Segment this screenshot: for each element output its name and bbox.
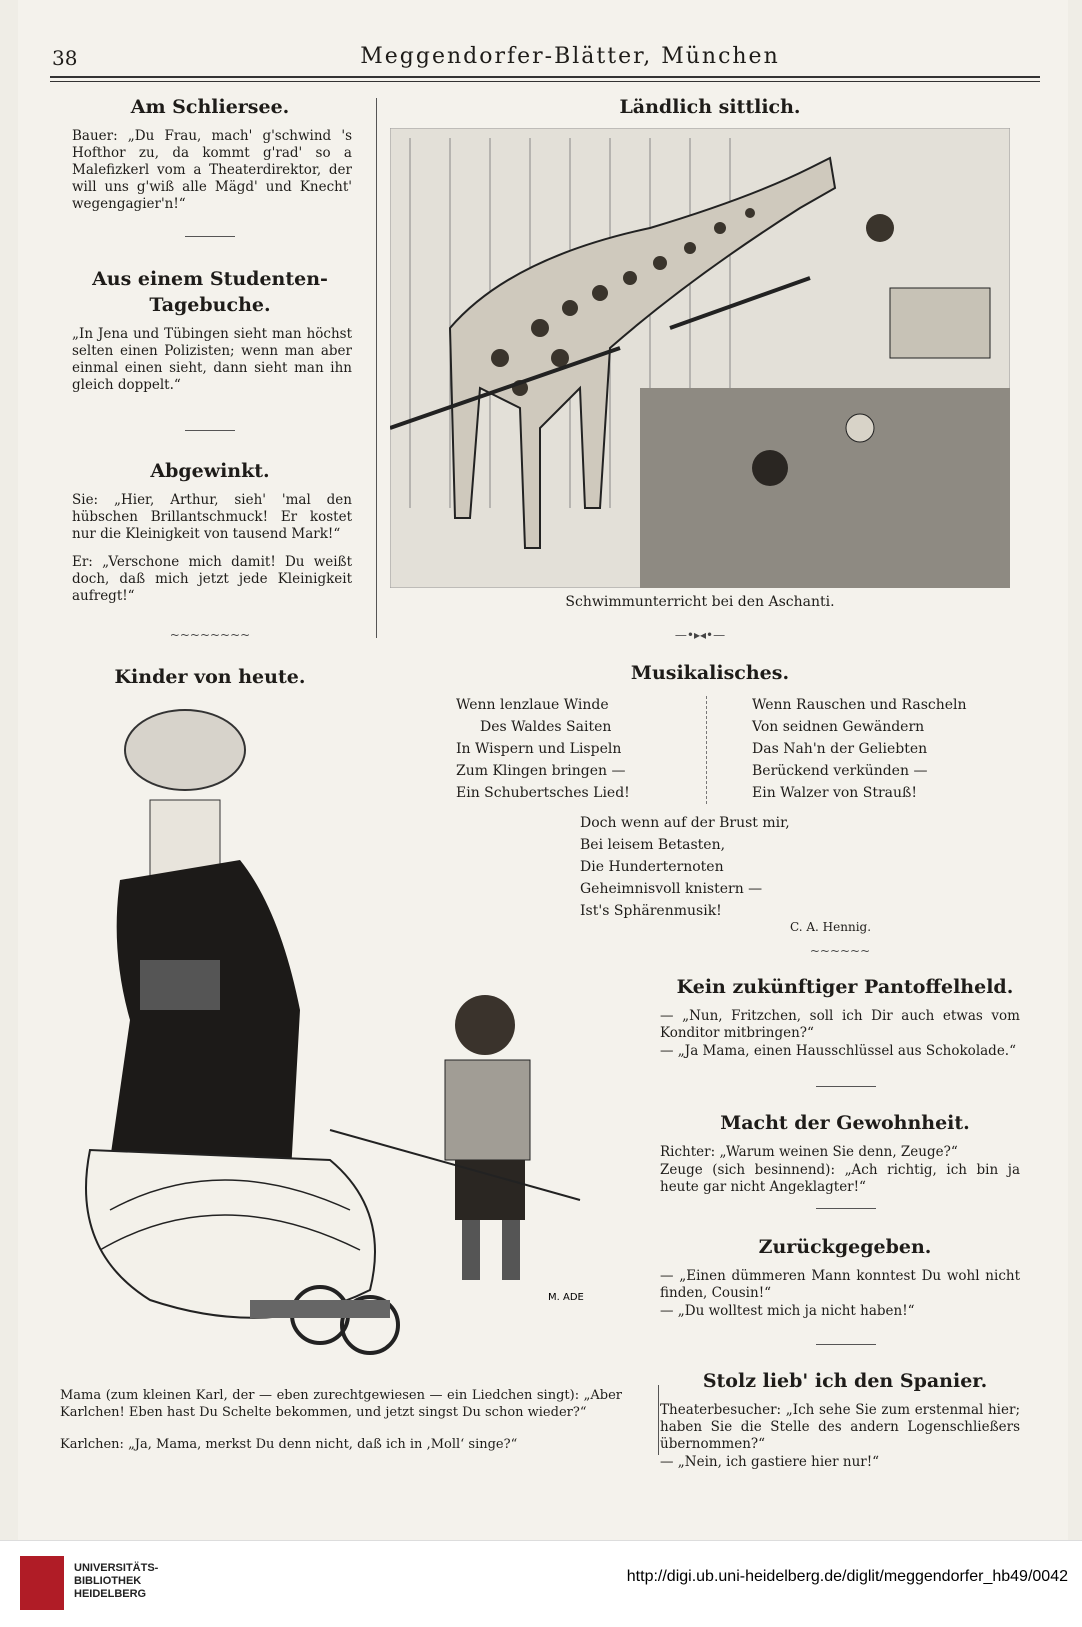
section-title-spanier: Stolz lieb' ich den Spanier. bbox=[702, 1370, 988, 1392]
poem-divider bbox=[706, 696, 708, 804]
separator bbox=[185, 236, 235, 237]
page-number: 38 bbox=[52, 46, 78, 70]
poem-line: Das Nah'n der Geliebten bbox=[752, 741, 928, 757]
mother-hat bbox=[125, 710, 245, 790]
illustration-giraffe bbox=[390, 128, 1010, 588]
ornament: ~~~~~~ bbox=[809, 944, 871, 958]
cannon-barrel bbox=[250, 1300, 390, 1318]
poem-line: Zum Klingen bringen — bbox=[456, 763, 626, 779]
poem-line: Doch wenn auf der Brust mir, bbox=[580, 815, 790, 831]
library-logo-icon bbox=[20, 1556, 64, 1610]
poem-line: Wenn lenzlaue Winde bbox=[456, 697, 609, 713]
text-spanier-1: Theaterbesucher: „Ich sehe Sie zum erstenmal hier; haben Sie die Stelle des andern Logenschließers übernommen?“ bbox=[660, 1402, 1020, 1452]
poem-column-2 bbox=[752, 694, 1022, 804]
poem-line: Berückend verkünden — bbox=[752, 763, 928, 779]
library-name: UNIVERSITÄTS- BIBLIOTHEK HEIDELBERG bbox=[74, 1562, 159, 1600]
boy-head bbox=[455, 995, 515, 1055]
text-pantoffelheld-2: — „Ja Mama, einen Hausschlüssel aus Schokolade.“ bbox=[660, 1043, 1017, 1059]
separator bbox=[185, 430, 235, 431]
muff bbox=[140, 960, 220, 1010]
poem-line: Ist's Sphärenmusik! bbox=[580, 903, 722, 919]
poem-line: Ein Schubertsches Lied! bbox=[456, 785, 630, 801]
mother-coat bbox=[110, 860, 300, 1190]
column-divider-top bbox=[376, 98, 377, 638]
artist-signature: M. ADE bbox=[548, 1292, 584, 1303]
poem-line: Des Waldes Saiten bbox=[480, 719, 612, 735]
section-title-musikalisches: Musikalisches. bbox=[630, 662, 790, 684]
section-title-studenten-1: Aus einem Studenten- bbox=[92, 268, 328, 290]
text-kinder-2: Karlchen: „Ja, Mama, merkst Du denn nicht, daß ich in ‚Moll‘ singe?“ bbox=[60, 1437, 518, 1452]
text-studenten: „In Jena und Tübingen sieht man höchst selten einen Polizisten; wenn man aber einmal einen sieht, dann sieht man ihn gleich doppelt.“ bbox=[72, 326, 352, 393]
section-title-kinder: Kinder von heute. bbox=[114, 666, 306, 688]
column-divider-bottom bbox=[658, 1385, 659, 1455]
poem-line: Wenn Rauschen und Rascheln bbox=[752, 697, 967, 713]
poem-line: In Wispern und Lispeln bbox=[456, 741, 622, 757]
masthead: Meggendorfer-Blätter, München bbox=[360, 44, 780, 69]
source-url-link[interactable]: http://digi.ub.uni-heidelberg.de/diglit/meggendorfer_hb49/0042 bbox=[626, 1568, 1068, 1585]
boy-jacket bbox=[445, 1060, 530, 1160]
boy-leg-right bbox=[502, 1220, 520, 1280]
text-spanier-2: — „Nein, ich gastiere hier nur!“ bbox=[660, 1454, 880, 1470]
text-zurueckgegeben-1: — „Einen dümmeren Mann konntest Du wohl nicht finden, Cousin!“ bbox=[660, 1268, 1020, 1301]
text-kinder-1: Mama (zum kleinen Karl, der — eben zurechtgewiesen — ein Liedchen singt): „Aber Karlchen! Eben hast Du Schelte bekommen, und jetzt singst Du schon wieder?“ bbox=[60, 1388, 622, 1420]
text-schliersee: Bauer: „Du Frau, mach' g'schwind 's Hofthor zu, da kommt g'rad' so a Malefizkerl vom a Theaterdirektor, der will uns g'wiß alle Mägd' und Knecht' wegengagier'n!“ bbox=[72, 128, 352, 212]
boy-pants bbox=[455, 1160, 525, 1220]
ornament: —•▸◂•— bbox=[674, 628, 726, 642]
separator bbox=[816, 1086, 876, 1087]
text-pantoffelheld-1: — „Nun, Fritzchen, soll ich Dir auch etwas vom Konditor mitbringen?“ bbox=[660, 1008, 1020, 1041]
poem-line: Von seidnen Gewändern bbox=[752, 719, 925, 735]
text-zurueckgegeben-2: — „Du wolltest mich ja nicht haben!“ bbox=[660, 1303, 915, 1319]
poem-column-1 bbox=[456, 694, 696, 804]
section-title-zurueckgegeben: Zurückgegeben. bbox=[758, 1236, 932, 1258]
diver bbox=[866, 214, 894, 242]
section-title-pantoffelheld: Kein zukünftiger Pantoffelheld. bbox=[676, 976, 1014, 998]
header-rule bbox=[50, 76, 1040, 78]
header-rule-thin bbox=[50, 81, 1040, 82]
water bbox=[640, 388, 1010, 588]
poem-author: C. A. Hennig. bbox=[790, 920, 872, 934]
text-gewohnheit-2: Zeuge (sich besinnend): „Ach richtig, ich bin ja heute gar nicht Angeklagter!“ bbox=[660, 1162, 1020, 1195]
ornament: ~~~~~~~~ bbox=[169, 628, 251, 642]
mother-skirt bbox=[86, 1150, 375, 1318]
text-abgewinkt-1: Sie: „Hier, Arthur, sieh' 'mal den hübschen Brillantschmuck! Er kostet nur die Kleinigkeit von tausend Mark!“ bbox=[72, 492, 352, 542]
section-title-studenten-2: Tagebuche. bbox=[149, 294, 271, 316]
separator bbox=[816, 1344, 876, 1345]
section-title-abgewinkt: Abgewinkt. bbox=[150, 460, 270, 482]
boy-leg-left bbox=[462, 1220, 480, 1280]
poem-line: Geheimnisvoll knistern — bbox=[580, 881, 763, 897]
poem-line: Die Hunderternoten bbox=[580, 859, 724, 875]
text-gewohnheit-1: Richter: „Warum weinen Sie denn, Zeuge?“ bbox=[660, 1144, 958, 1160]
caption-giraffe: Schwimmunterricht bei den Aschanti. bbox=[565, 594, 835, 610]
swimmer bbox=[752, 450, 788, 486]
section-title-gewohnheit: Macht der Gewohnheit. bbox=[720, 1112, 970, 1134]
separator bbox=[816, 1208, 876, 1209]
poem-column-3 bbox=[580, 812, 840, 922]
section-title-laendlich: Ländlich sittlich. bbox=[619, 96, 801, 118]
poem-line: Bei leisem Betasten, bbox=[580, 837, 726, 853]
section-title-schliersee: Am Schliersee. bbox=[130, 96, 290, 118]
poem-line: Ein Walzer von Strauß! bbox=[752, 785, 918, 801]
text-abgewinkt-2: Er: „Verschone mich damit! Du weißt doch, daß mich jetzt jede Kleinigkeit aufregt!“ bbox=[72, 554, 352, 604]
